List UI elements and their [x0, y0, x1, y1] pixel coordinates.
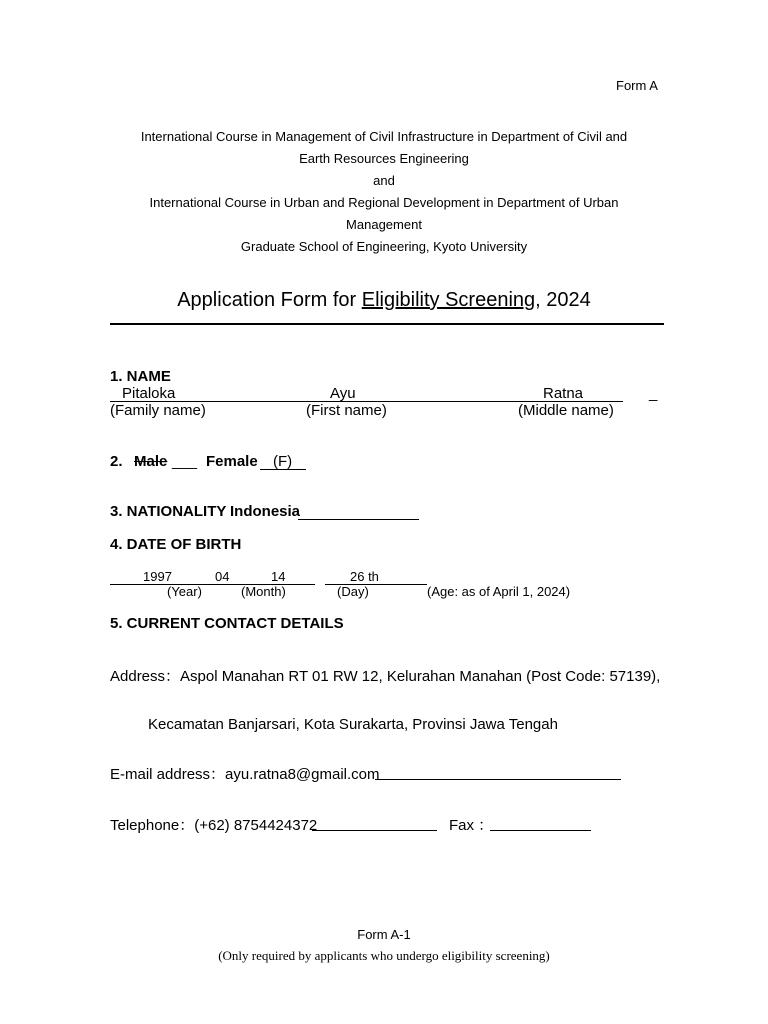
page-title [0, 289, 768, 312]
nationality-underline [298, 519, 419, 520]
contact-heading: 5. CURRENT CONTACT DETAILS [110, 615, 344, 632]
middle-name-label: (Middle name) [518, 402, 614, 419]
telephone-row [110, 814, 317, 835]
dob-year-value[interactable]: 1997 [143, 569, 172, 584]
dob-day-value[interactable]: 14 [271, 569, 286, 584]
telephone-value[interactable]: (+62) 8754424372 [194, 817, 318, 834]
header-line-1: International Course in Management of Civil Infrastructure in Department of Civil and [140, 129, 628, 144]
fax-label: Fax ： [449, 817, 494, 834]
email-underline [375, 779, 621, 780]
email-row [110, 763, 380, 784]
name-trailing-mark: _ [649, 385, 658, 402]
family-name-label: (Family name) [110, 402, 206, 419]
form-label: Form A [616, 78, 658, 93]
telephone-underline [312, 830, 437, 831]
address-line-1 [110, 665, 660, 686]
gender-female-underline [260, 469, 306, 470]
dob-month-value[interactable]: 04 [215, 569, 230, 584]
header-line-5: Management [346, 217, 422, 232]
gender-female-option[interactable]: Female [206, 453, 258, 470]
gender-male-option[interactable]: Male [134, 453, 168, 470]
footer-form-label: Form A-1 [357, 927, 411, 942]
first-name-label: (First name) [306, 402, 387, 419]
header-line-2: Earth Resources Engineering [299, 151, 469, 166]
footer-note: (Only required by applicants who undergo eligibility screening) [218, 948, 550, 963]
dob-day-label: (Day) [337, 584, 369, 599]
gender-number: 2. [110, 453, 123, 470]
age-value[interactable]: 26 th [350, 569, 379, 584]
family-name-value[interactable]: Pitaloka [122, 385, 176, 402]
address-value-2[interactable]: Kecamatan Banjarsari, Kota Surakarta, Provinsi Jawa Tengah [148, 716, 558, 733]
telephone-label: Telephone： [110, 817, 195, 834]
title-prefix: Application Form for [177, 289, 362, 311]
middle-name-value[interactable]: Ratna [543, 385, 584, 402]
nationality-value[interactable]: Indonesia [230, 503, 301, 520]
email-label: E-mail address： [110, 766, 226, 783]
gender-female-value[interactable]: (F) [273, 453, 293, 470]
nationality-label: 3. NATIONALITY [110, 503, 227, 520]
dob-heading: 4. DATE OF BIRTH [110, 536, 242, 553]
email-value[interactable]: ayu.ratna8@gmail.com [225, 766, 380, 783]
header-line-4: International Course in Urban and Regional Development in Department of Urban [149, 195, 619, 210]
address-value-1[interactable]: Aspol Manahan RT 01 RW 12, Kelurahan Manahan (Post Code: 57139), [180, 668, 661, 685]
dob-year-label: (Year) [167, 584, 202, 599]
fax-underline [490, 830, 591, 831]
dob-month-label: (Month) [241, 584, 286, 599]
title-underlined: Eligibility Screening [361, 289, 536, 311]
address-label: Address： [110, 668, 181, 685]
gender-male-blank: ___ [172, 453, 198, 470]
name-heading: 1. NAME [110, 368, 171, 385]
first-name-value[interactable]: Ayu [330, 385, 356, 402]
age-label: (Age: as of April 1, 2024) [427, 584, 571, 599]
title-suffix: , 2024 [535, 289, 591, 311]
header-line-6: Graduate School of Engineering, Kyoto University [240, 239, 528, 254]
header-line-3: and [373, 173, 395, 188]
title-divider [110, 323, 664, 325]
